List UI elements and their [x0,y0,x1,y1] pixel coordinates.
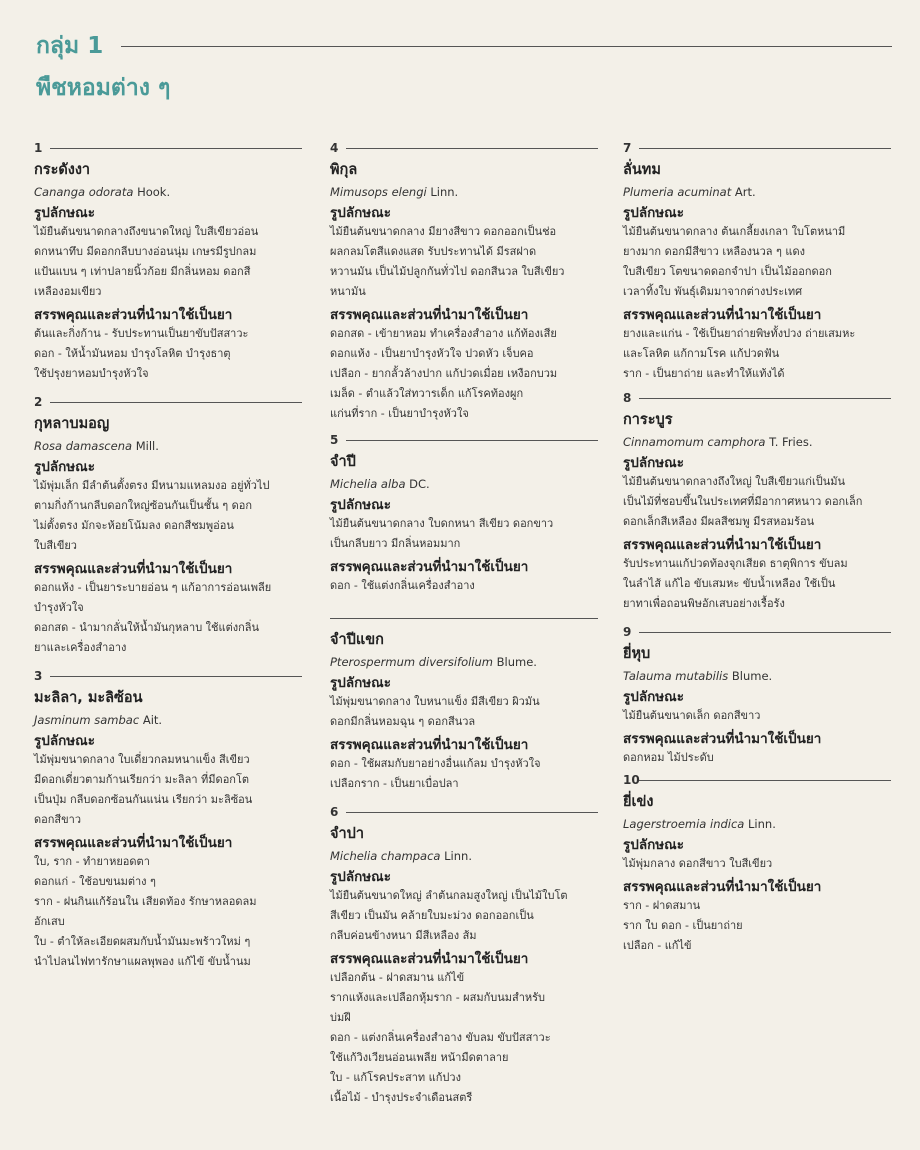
entry-rule [330,140,598,156]
characteristics-line: ไม้ยืนต้นขนาดกลางถึงใหญ่ ใบสีเขียวแก่เป็นมัน [623,475,845,488]
characteristics-line: ตามกิ่งก้านกลีบดอกใหญ่ซ้อนกันเป็นชั้น ๆ ดอก [34,499,253,512]
entry-number: 6 [330,805,339,819]
characteristics-heading: รูปลักษณะ [34,459,95,475]
column-1 [34,140,302,972]
properties-line: ยาและเครื่องสำอาง [34,641,127,654]
entry-rule [623,624,891,640]
properties-line: แก่นที่ราก - เป็นยาบำรุงหัวใจ [330,407,469,420]
scientific-author: Linn. [430,185,459,199]
characteristics-heading: รูปลักษณะ [623,205,684,221]
properties-line: ดอก - ใช้ผสมกับยาอย่างอื่นแก้ลม บำรุงหัวใจ [330,757,541,770]
properties-line: ดอก - ให้น้ำมันหอม บำรุงโลหิต บำรุงธาตุ [34,347,231,360]
scientific-binomial: Cananga odorata [34,185,134,199]
plant-entry [623,390,891,614]
characteristics-line: ไม้พุ่มเล็ก มีลำต้นตั้งตรง มีหนามแหลมงอ อยู่ทั่วไป [34,479,270,492]
properties-heading: สรรพคุณและส่วนที่นำมาใช้เป็นยา [34,561,233,577]
properties-line: ดอกแห้ง - เป็นยาบำรุงหัวใจ ปวดหัว เจ็บคอ [330,347,534,360]
entry-rule [330,804,598,820]
characteristics-line: สีเขียว เป็นมัน คล้ายใบมะม่วง ดอกออกเป็น [330,909,534,922]
characteristics-line: ใบสีเขียว [34,539,77,552]
properties-line: ดอก - แต่งกลิ่นเครื่องสำอาง ขับลม ขับปัสสาวะ [330,1031,551,1044]
divider-line [346,440,598,441]
entry-number: 7 [623,141,632,155]
plant-entry [330,140,598,424]
properties-line: ดอกสด - นำมากลั่นให้น้ำมันกุหลาบ ใช้แต่งกลิ่น [34,621,260,634]
scientific-binomial: Cinnamomum camphora [623,435,766,449]
characteristics-line: ใบสีเขียว โตขนาดดอกจำปา เป็นไม้ออกดอก [623,265,832,278]
column-3 [623,140,891,956]
properties-line: เปลือก - แก้ไข้ [623,939,692,952]
characteristics-line: ไม้พุ่มขนาดกลาง ใบเดี่ยวกลมหนาแข็ง สีเขียว [34,753,250,766]
plant-entry [34,140,302,384]
properties-heading: สรรพคุณและส่วนที่นำมาใช้เป็นยา [34,307,233,323]
characteristics-line: เหลืองอมเขียว [34,285,102,298]
properties-line: ราก ใบ ดอก - เป็นยาถ่าย [623,919,743,932]
scientific-binomial: Lagerstroemia indica [623,817,745,831]
characteristics-line: หวานมัน เป็นไม้ปลูกกันทั่วไป ดอกสีนวล ใบสีเขียว [330,265,565,278]
entry-rule [623,140,891,156]
scientific-author: Blume. [496,655,537,669]
characteristics-heading: รูปลักษณะ [330,205,391,221]
characteristics-line: กลีบค่อนข้างหนา มีสีเหลือง ส้ม [330,929,477,942]
scientific-binomial: Michelia alba [330,477,406,491]
group-label: กลุ่ม 1 [36,33,104,59]
scientific-binomial: Mimusops elengi [330,185,427,199]
characteristics-line: ไม้ยืนต้นขนาดเล็ก ดอกสีขาว [623,709,761,722]
properties-heading: สรรพคุณและส่วนที่นำมาใช้เป็นยา [330,307,529,323]
scientific-binomial: Talauma mutabilis [623,669,729,683]
properties-line: ดอกแก่ - ใช้อบขนมต่าง ๆ [34,875,156,888]
plant-entry [330,610,598,794]
divider-line [639,780,891,781]
plant-entry [34,394,302,658]
scientific-binomial: Michelia champaca [330,849,441,863]
properties-line: ดอกหอม ไม้ประดับ [623,751,714,764]
properties-line: ดอกสด - เข้ายาหอม ทำเครื่องสำอาง แก้ท้องเสีย [330,327,557,340]
properties-line: เมล็ด - ตำแล้วใส่ทวารเด็ก แก้โรคท้องผูก [330,387,524,400]
scientific-author: Hook. [137,185,171,199]
divider-line [639,148,891,149]
plant-entry [330,804,598,1108]
characteristics-line: ไม้ยืนต้นขนาดใหญ่ ลำต้นกลมสูงใหญ่ เป็นไม้ใบโต [330,889,568,902]
plant-name: การะบูร [623,412,673,428]
properties-line: ในลำไส้ แก้ไอ ขับเสมหะ ขับน้ำเหลือง ใช้เป็น [623,577,836,590]
plant-name: ยี่เข่ง [623,794,654,810]
entry-rule [330,432,598,448]
characteristics-line: ไม้พุ่มกลาง ดอกสีขาว ใบสีเขียว [623,857,773,870]
page-header [36,28,892,106]
properties-heading: สรรพคุณและส่วนที่นำมาใช้เป็นยา [623,879,822,895]
entry-number: 2 [34,395,43,409]
properties-line: รากแห้งและเปลือกหุ้มราก - ผสมกับนมสำหรับ [330,991,546,1004]
scientific-name [623,816,891,832]
properties-line: บ่มฝี [330,1011,351,1024]
plant-name: กุหลาบมอญ [34,416,110,432]
scientific-name [330,184,598,200]
characteristics-line: ไม้พุ่มขนาดกลาง ใบหนาแข็ง มีสีเขียว ผิวมัน [330,695,540,708]
characteristics-heading: รูปลักษณะ [330,869,391,885]
plant-entry [623,772,891,956]
characteristics-heading: รูปลักษณะ [330,497,391,513]
scientific-name [34,438,302,454]
characteristics-heading: รูปลักษณะ [34,733,95,749]
properties-line: ดอก - ใช้แต่งกลิ่นเครื่องสำอาง [330,579,475,592]
entry-rule [623,772,891,788]
scientific-name [34,184,302,200]
scientific-author: Ait. [142,713,163,727]
entry-rule [34,668,302,684]
characteristics-line: ไม้ยืนต้นขนาดกลาง ใบดกหนา สีเขียว ดอกขาว [330,517,554,530]
plant-name: พิกุล [330,162,358,178]
properties-line: ราก - ฝนกินแก้ร้อนใน เสียดท้อง รักษาหลอดลม [34,895,257,908]
scientific-author: Art. [734,185,756,199]
properties-heading: สรรพคุณและส่วนที่นำมาใช้เป็นยา [330,737,529,753]
properties-line: อักเสบ [34,915,65,928]
properties-line: เปลือก - ยากลั้วล้างปาก แก้ปวดเมื่อย เหงือกบวม [330,367,558,380]
plant-name: จำปีแขก [330,632,384,648]
characteristics-line: เป็นปุ่ม กลีบดอกซ้อนกันแน่น เรียกว่า มะลิซ้อน [34,793,253,806]
scientific-author: Linn. [748,817,776,831]
properties-line: ยางและแก่น - ใช้เป็นยาถ่ายพิษทั้งปวง ถ่ายเสมหะ [623,327,856,340]
properties-line: บำรุงหัวใจ [34,601,84,614]
properties-heading: สรรพคุณและส่วนที่นำมาใช้เป็นยา [623,731,822,747]
scientific-name [623,184,891,200]
properties-heading: สรรพคุณและส่วนที่นำมาใช้เป็นยา [330,559,529,575]
characteristics-line: เวลาทิ้งใบ พันธุ์เดิมมาจากต่างประเทศ [623,285,803,298]
properties-line: ใบ - แก้โรคประสาท แก้ปวง [330,1071,461,1084]
scientific-author: Linn. [444,849,472,863]
characteristics-heading: รูปลักษณะ [34,205,95,221]
plant-name: กระดังงา [34,162,91,178]
entry-number: 3 [34,669,43,683]
scientific-name [623,434,891,450]
characteristics-heading: รูปลักษณะ [623,689,684,705]
characteristics-line: ผลกลมโตสีแดงแสด รับประทานได้ มีรสฝาด [330,245,537,258]
entry-number: 5 [330,433,339,447]
header-rule [121,46,892,47]
scientific-name [330,848,598,864]
properties-line: ยาทาเพื่อถอนพิษอักเสบอย่างเรื้อรัง [623,597,785,610]
entry-number: 1 [34,141,43,155]
divider-line [50,148,302,149]
entry-number: 8 [623,391,632,405]
divider-line [639,398,891,399]
plant-entry [623,624,891,768]
characteristics-line: มีดอกเดี่ยวตามก้านเรียกว่า มะลิลา ที่มีดอกโต [34,773,250,786]
characteristics-line: ดอกมีกลิ่นหอมฉุน ๆ ดอกสีนวล [330,715,476,728]
scientific-binomial: Jasminum sambac [34,713,140,727]
entry-rule [34,140,302,156]
scientific-binomial: Pterospermum diversifolium [330,655,493,669]
entry-rule [330,610,598,626]
characteristics-line: ดอกเล็กสีเหลือง มีผลสีชมพู มีรสหอมร้อน [623,515,815,528]
properties-line: เนื้อไม้ - บำรุงประจำเดือนสตรี [330,1091,473,1104]
scientific-author: DC. [409,477,430,491]
properties-line: ใช้แก้วิงเวียนอ่อนเพลีย หน้ามืดตาลาย [330,1051,509,1064]
properties-line: เปลือกราก - เป็นยาเบื่อปลา [330,777,459,790]
properties-line: ต้นและกิ่งก้าน - รับประทานเป็นยาขับปัสสาวะ [34,327,249,340]
characteristics-line: เป็นไม้ที่ชอบขึ้นในประเทศที่มีอากาศหนาว ดอกเล็ก [623,495,863,508]
properties-line: ใบ, ราก - ทำยาหยอดตา [34,855,150,868]
entry-number: 10 [623,773,640,787]
scientific-binomial: Rosa damascena [34,439,133,453]
scientific-name [34,712,302,728]
characteristics-heading: รูปลักษณะ [623,455,684,471]
scientific-author: T. Fries. [769,435,813,449]
properties-line: รับประทานแก้ปวดท้องจุกเสียด ธาตุพิการ ขับลม [623,557,848,570]
properties-line: เปลือกต้น - ฝาดสมาน แก้ไข้ [330,971,465,984]
characteristics-line: ไม้ยืนต้นขนาดกลางถึงขนาดใหญ่ ใบสีเขียวอ่อน [34,225,259,238]
properties-heading: สรรพคุณและส่วนที่นำมาใช้เป็นยา [330,951,529,967]
plant-entry [623,140,891,384]
plant-name: ยี่หุบ [623,646,651,662]
entry-rule [623,390,891,406]
characteristics-line: ยางมาก ดอกมีสีขาว เหลืองนวล ๆ แดง [623,245,805,258]
scientific-name [330,654,598,670]
characteristics-line: ไม่ตั้งตรง มักจะห้อยโน้มลง ดอกสีชมพูอ่อน [34,519,234,532]
characteristics-line: แป้นแบน ๆ เท่าปลายนิ้วก้อย มีกลิ่นหอม ดอกสี [34,265,251,278]
plant-name: ลั่นทม [623,162,661,178]
divider-line [50,402,302,403]
characteristics-line: ดอกสีขาว [34,813,81,826]
scientific-author: Blume. [731,669,773,683]
plant-entry [330,432,598,596]
divider-line [330,618,598,619]
scientific-name [623,668,891,684]
characteristics-line: ดกหนาทึบ มีดอกกลีบบางอ่อนนุ่ม เกษรมีรูปกลม [34,245,257,258]
group-title: พืชหอมต่าง ๆ [36,75,171,101]
plant-name: จำปา [330,826,364,842]
divider-line [50,676,302,677]
properties-line: ราก - ฝาดสมาน [623,899,701,912]
properties-heading: สรรพคุณและส่วนที่นำมาใช้เป็นยา [34,835,233,851]
properties-heading: สรรพคุณและส่วนที่นำมาใช้เป็นยา [623,537,822,553]
plant-name: มะลิลา, มะลิซ้อน [34,690,143,706]
characteristics-line: ไม้ยืนต้นขนาดกลาง ต้นเกลี้ยงเกลา ใบโตหนามี [623,225,846,238]
scientific-name [330,476,598,492]
group-heading [36,28,892,64]
entry-rule [34,394,302,410]
scientific-binomial: Plumeria acuminat [623,185,732,199]
characteristics-line: หนามัน [330,285,366,298]
properties-line: และโลหิต แก้กามโรค แก้ปวดฟัน [623,347,780,360]
entry-number: 9 [623,625,632,639]
plant-entry [34,668,302,972]
characteristics-line: เป็นกลีบยาว มีกลิ่นหอมมาก [330,537,461,550]
column-2 [330,140,598,1108]
divider-line [346,148,598,149]
properties-line: ใบ - ตำให้ละเอียดผสมกับน้ำมันมะพร้าวใหม่ ๆ [34,935,251,948]
properties-line: นำไปลนไฟทารักษาแผลพุพอง แก้ไข้ ขับน้ำนม [34,955,251,968]
properties-heading: สรรพคุณและส่วนที่นำมาใช้เป็นยา [623,307,822,323]
divider-line [346,812,598,813]
characteristics-heading: รูปลักษณะ [623,837,684,853]
divider-line [639,632,891,633]
plant-name: จำปี [330,454,356,470]
properties-line: ราก - เป็นยาถ่าย และทำให้แท้งได้ [623,367,785,380]
characteristics-heading: รูปลักษณะ [330,675,391,691]
entry-number: 4 [330,141,339,155]
characteristics-line: ไม้ยืนต้นขนาดกลาง มียางสีขาว ดอกออกเป็นช่อ [330,225,557,238]
properties-line: ใช้ปรุงยาหอมบำรุงหัวใจ [34,367,149,380]
scientific-author: Mill. [135,439,159,453]
properties-line: ดอกแห้ง - เป็นยาระบายอ่อน ๆ แก้อาการอ่อนเพลีย [34,581,272,594]
